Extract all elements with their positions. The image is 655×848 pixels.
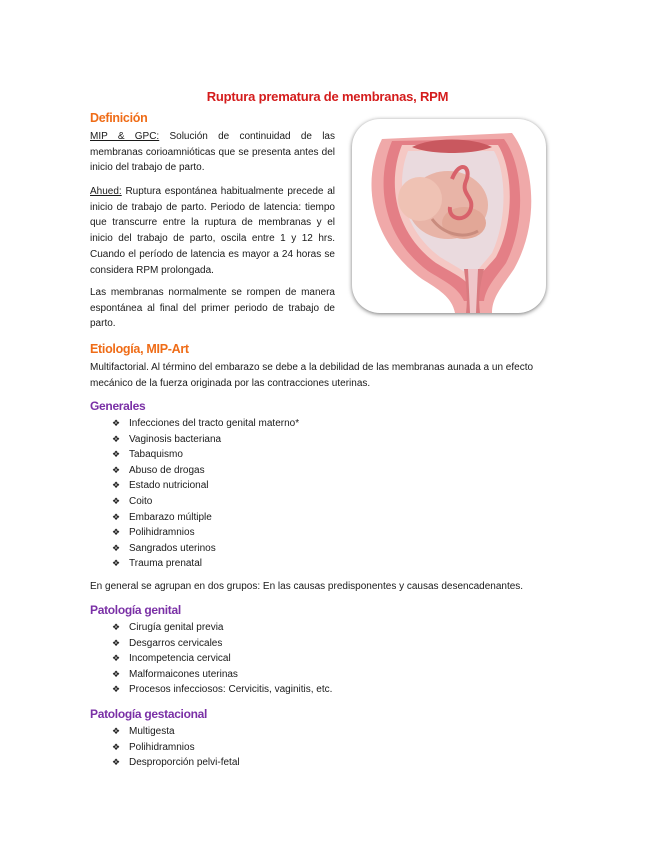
definition-paragraph-2 xyxy=(90,184,335,278)
diamond-bullet-icon: ❖ xyxy=(112,495,121,506)
diamond-bullet-icon: ❖ xyxy=(112,480,121,491)
list-item: ❖ Polihidramnios xyxy=(112,525,299,541)
groups-note: En general se agrupan en dos grupos: En las causas predisponentes y causas desencadenantes. xyxy=(90,581,524,592)
diamond-bullet-icon: ❖ xyxy=(112,622,121,632)
list-item: ❖ Infecciones del tracto genital materno* xyxy=(112,416,299,432)
definition-text-1: Solución de continuidad de las membranas corioamnióticas que se presenta antes del inicio del trabajo de parto. xyxy=(90,131,335,174)
list-item: ❖ Desgarros cervicales xyxy=(112,636,332,652)
definition-paragraph-1 xyxy=(90,129,335,176)
diamond-bullet-icon: ❖ xyxy=(112,449,121,460)
source-label-ahued: Ahued: xyxy=(90,186,122,197)
diamond-bullet-icon: ❖ xyxy=(112,418,121,428)
patologia-genital-heading: Patología genital xyxy=(90,603,181,617)
patologia-gestacional-heading: Patología gestacional xyxy=(90,707,208,721)
diamond-bullet-icon: ❖ xyxy=(112,558,121,569)
diamond-bullet-icon: ❖ xyxy=(112,757,121,768)
list-item: ❖ Cirugía genital previa xyxy=(112,620,332,636)
list-item: ❖ Coito xyxy=(112,494,299,510)
list-item: ❖ Abuso de drogas xyxy=(112,463,299,479)
etiology-text: Multifactorial. Al término del embarazo se debe a la debilidad de las membranas aunada a un efecto mecánico de la fuerza originada por las contracciones uterinas. xyxy=(90,362,534,389)
list-item: ❖ Trauma prenatal xyxy=(112,556,299,572)
list-item: ❖ Polihidramnios xyxy=(112,740,240,756)
diamond-bullet-icon: ❖ xyxy=(112,668,121,679)
diamond-bullet-icon: ❖ xyxy=(112,726,121,736)
diamond-bullet-icon: ❖ xyxy=(112,684,121,695)
diamond-bullet-icon: ❖ xyxy=(112,637,121,648)
list-item: ❖ Incompetencia cervical xyxy=(112,651,332,667)
patologia-genital-list xyxy=(112,620,332,698)
page-title: Ruptura prematura de membranas, RPM xyxy=(206,89,449,104)
list-item: ❖ Procesos infecciosos: Cervicitis, vaginitis, etc. xyxy=(112,682,332,698)
list-item: ❖ Vaginosis bacteriana xyxy=(112,432,299,448)
diamond-bullet-icon: ❖ xyxy=(112,511,121,522)
source-label-mip-gpc: MIP & GPC: xyxy=(90,131,160,142)
list-item: ❖ Multigesta xyxy=(112,724,240,740)
diamond-bullet-icon: ❖ xyxy=(112,741,121,752)
list-item: ❖ Desproporción pelvi-fetal xyxy=(112,755,240,771)
uterus-illustration xyxy=(352,119,546,313)
list-item: ❖ Embarazo múltiple xyxy=(112,510,299,526)
diamond-bullet-icon: ❖ xyxy=(112,542,121,553)
list-item: ❖ Estado nutricional xyxy=(112,478,299,494)
definition-heading: Definición xyxy=(90,111,148,125)
diamond-bullet-icon: ❖ xyxy=(112,527,121,538)
diamond-bullet-icon: ❖ xyxy=(112,464,121,475)
generales-heading: Generales xyxy=(90,399,146,413)
patologia-gestacional-list xyxy=(112,724,240,771)
diamond-bullet-icon: ❖ xyxy=(112,433,121,444)
etiology-heading: Etiología, MIP-Art xyxy=(90,342,189,356)
generales-list xyxy=(112,416,299,572)
list-item: ❖ Tabaquismo xyxy=(112,447,299,463)
list-item: ❖ Sangrados uterinos xyxy=(112,541,299,557)
definition-text-2: Ruptura espontánea habitualmente precede al inicio de trabajo de parto. Periodo de latencia: tiempo que transcurre entre la ruptura de membranas y el inicio del trabajo de parto, oscila entre 1 y 12 hrs. Cuando el período de latencia es mayor a 24 horas se considera RPM prolongada. xyxy=(90,186,335,276)
list-item: ❖ Malformaicones uterinas xyxy=(112,667,332,683)
definition-paragraph-3: Las membranas normalmente se rompen de manera espontánea al final del primer periodo de trabajo de parto. xyxy=(90,287,335,330)
diamond-bullet-icon: ❖ xyxy=(112,653,121,664)
